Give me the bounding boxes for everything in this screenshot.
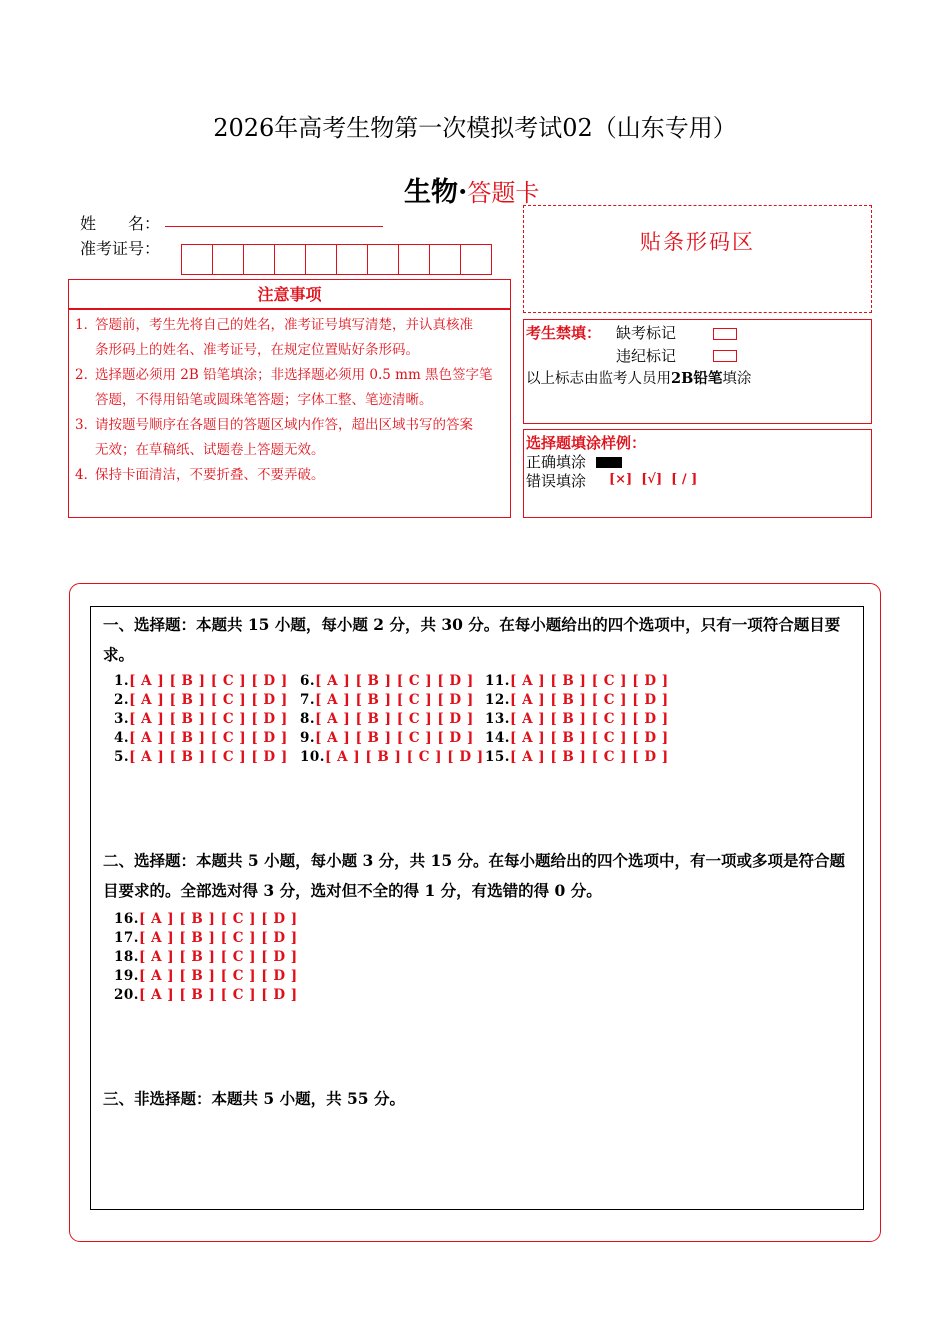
question-row[interactable]: 5.[ A ] [ B ] [ C ] [ D ] [114,749,288,765]
sample-title: 选择题填涂样例： [526,434,647,452]
notice-title: 注意事项 [68,279,511,309]
id-digit-box[interactable] [429,244,461,275]
id-digit-box[interactable] [460,244,492,275]
question-row[interactable]: 3.[ A ] [ B ] [ C ] [ D ] [114,711,288,727]
exam-title: 2026年高考生物第一次模拟考试02（山东专用） [213,114,737,142]
notice-item: 2．选择题必须用 2B 铅笔填涂；非选择题必须用 0.5 mm 黑色签字笔 答题，不得用铅笔或圆珠笔答题；字体工整、笔迹清晰。 [75,367,493,408]
question-row[interactable]: 19.[ A ] [ B ] [ C ] [ D ] [114,968,298,984]
question-column-1 [114,672,288,767]
id-digit-box[interactable] [181,244,213,275]
question-column-s2 [114,910,298,1005]
fill-sample-box [523,429,872,518]
barcode-area: 贴条形码区 [523,205,872,313]
name-field[interactable] [165,226,383,227]
forbid-title: 考生禁填： [526,324,602,342]
question-row[interactable]: 18.[ A ] [ B ] [ C ] [ D ] [114,949,298,965]
violation-label: 违纪标记 [616,347,677,365]
question-row[interactable]: 10.[ A ] [ B ] [ C ] [ D ] [300,749,484,765]
wrong-label: 错误填涂 [526,472,587,490]
subject-label: 生物 [404,177,458,208]
wrong-sample-marks: [×] [√] [ / ] [609,472,698,487]
id-digit-box[interactable] [336,244,368,275]
forbid-box [523,319,872,424]
id-digit-box[interactable] [274,244,306,275]
notice-item: 1．答题前，考生先将自己的姓名，准考证号填写清楚，并认真核准 条形码上的姓名、准考证号，在规定位置贴好条形码。 [75,317,473,358]
id-digit-box[interactable] [367,244,399,275]
question-column-2 [300,672,484,767]
section-1-heading: 一、选择题：本题共 15 小题，每小题 2 分，共 30 分。在每小题给出的四个选项中，只有一项符合题目要求。 [103,615,841,664]
notice-item: 3．请按题号顺序在各题目的答题区域内作答，超出区域书写的答案 无效；在草稿纸、试题卷上答题无效。 [75,417,473,458]
question-row[interactable]: 15.[ A ] [ B ] [ C ] [ D ] [485,749,669,765]
question-row[interactable]: 4.[ A ] [ B ] [ C ] [ D ] [114,730,288,746]
question-row[interactable]: 6.[ A ] [ B ] [ C ] [ D ] [300,673,474,689]
question-row[interactable]: 8.[ A ] [ B ] [ C ] [ D ] [300,711,474,727]
id-digit-box[interactable] [305,244,337,275]
notice-item: 4．保持卡面清洁，不要折叠、不要弄破。 [75,467,325,483]
absent-mark-box[interactable] [713,328,737,340]
notice-list [68,309,511,518]
question-row[interactable]: 11.[ A ] [ B ] [ C ] [ D ] [485,673,669,689]
question-row[interactable]: 17.[ A ] [ B ] [ C ] [ D ] [114,930,298,946]
id-digit-box[interactable] [243,244,275,275]
question-row[interactable]: 13.[ A ] [ B ] [ C ] [ D ] [485,711,669,727]
correct-label: 正确填涂 [526,453,587,471]
question-row[interactable]: 9.[ A ] [ B ] [ C ] [ D ] [300,730,474,746]
card-subtitle [404,170,539,209]
violation-mark-box[interactable] [713,350,737,362]
id-digit-box[interactable] [398,244,430,275]
section-3-heading: 三、非选择题：本题共 5 小题，共 55 分。 [103,1089,405,1108]
section-2-heading: 二、选择题：本题共 5 小题，每小题 3 分，共 15 分。在每小题给出的四个选项中，有一项或多项是符合题目要求的。全部选对得 3 分，选对但不全的得 1 分，有选错的得 0 分。 [103,851,846,900]
question-row[interactable]: 1.[ A ] [ B ] [ C ] [ D ] [114,673,288,689]
question-row[interactable]: 16.[ A ] [ B ] [ C ] [ D ] [114,911,298,927]
absent-label: 缺考标记 [616,324,677,342]
separator-dot: · [458,177,468,208]
name-label: 姓 名： [80,214,161,233]
question-row[interactable]: 12.[ A ] [ B ] [ C ] [ D ] [485,692,669,708]
question-row[interactable]: 2.[ A ] [ B ] [ C ] [ D ] [114,692,288,708]
id-label: 准考证号： [80,239,161,258]
question-row[interactable]: 14.[ A ] [ B ] [ C ] [ D ] [485,730,669,746]
question-column-3 [485,672,669,767]
exam-id-boxes[interactable] [181,244,491,275]
question-row[interactable]: 20.[ A ] [ B ] [ C ] [ D ] [114,987,298,1003]
filled-sample-mark [596,457,622,468]
forbid-note: 以上标志由监考人员用2B铅笔填涂 [526,370,752,387]
card-label: 答题卡 [467,179,540,207]
question-row[interactable]: 7.[ A ] [ B ] [ C ] [ D ] [300,692,474,708]
id-digit-box[interactable] [212,244,244,275]
